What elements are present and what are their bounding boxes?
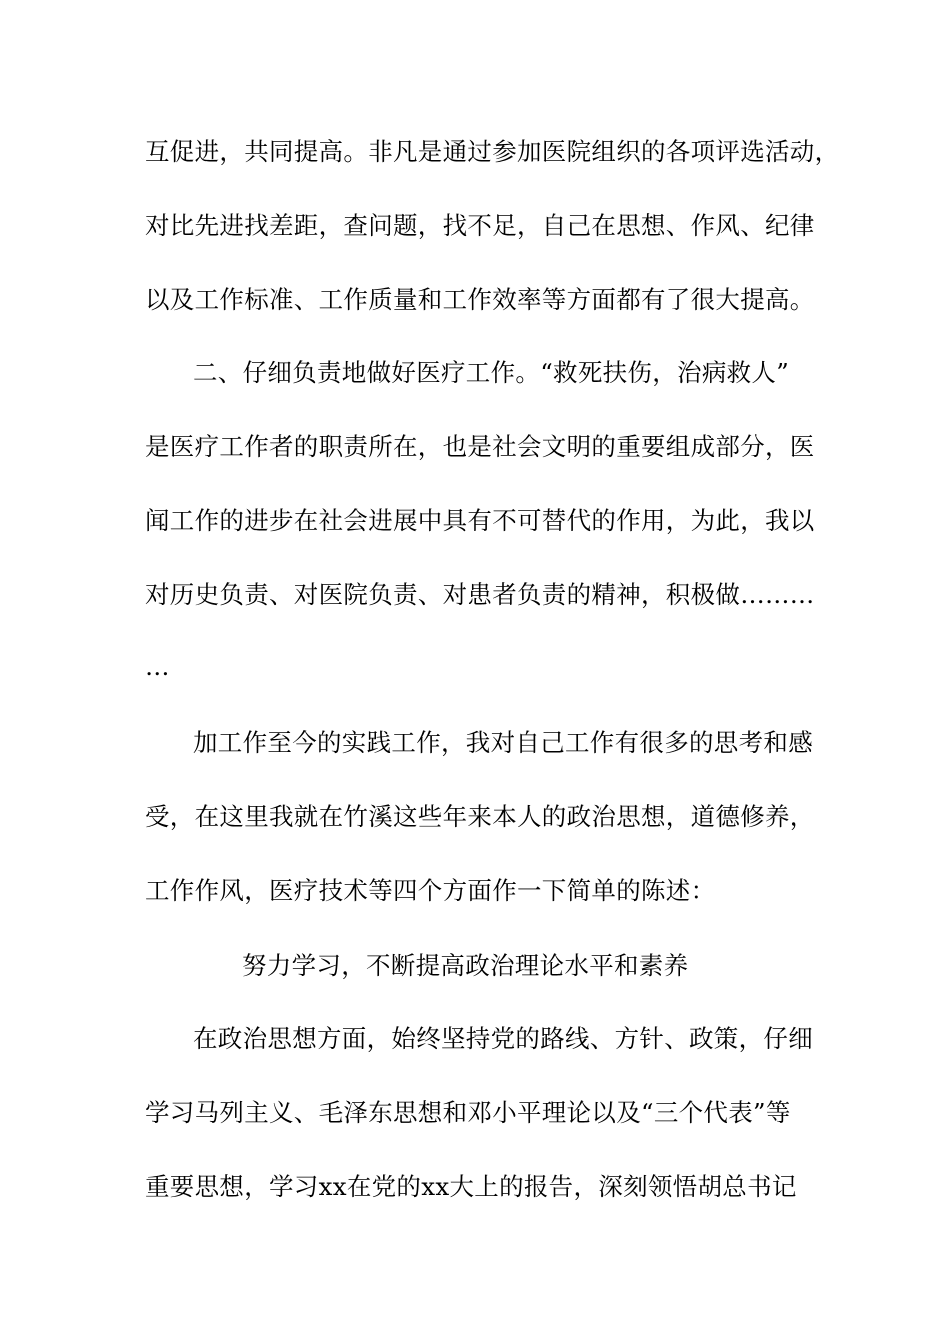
paragraph-line: 以及工作标准、工作质量和工作效率等方面都有了很大提高。	[145, 285, 815, 314]
paragraph-line: 在政治思想方面，始终坚持党的路线、方针、政策，仔细	[193, 1024, 813, 1053]
paragraph-line: 二、仔细负责地做好医疗工作。“救死扶伤，治病救人”	[193, 358, 790, 387]
paragraph-line: 互促进，共同提高。非凡是通过参加医院组织的各项评选活动，	[145, 137, 840, 166]
paragraph-line: …	[145, 652, 170, 681]
paragraph-line: 闻工作的进步在社会进展中具有不可替代的作用，为此，我以	[145, 506, 815, 535]
paragraph-line: 加工作至今的实践工作，我对自己工作有很多的思考和感	[193, 728, 813, 757]
paragraph-line: 对历史负责、对医院负责、对患者负责的精神，积极做………	[145, 580, 815, 609]
paragraph-line: 重要思想，学习xx在党的xx大上的报告，深刻领悟胡总书记	[145, 1172, 797, 1201]
paragraph-line: 工作作风，医疗技术等四个方面作一下简单的陈述：	[145, 876, 716, 905]
section-heading: 努力学习，不断提高政治理论水平和素养	[242, 951, 689, 980]
paragraph-line: 学习马列主义、毛泽东思想和邓小平理论以及“三个代表”等	[145, 1098, 791, 1127]
paragraph-line: 受，在这里我就在竹溪这些年来本人的政治思想，道德修养，	[145, 802, 815, 831]
paragraph-line: 是医疗工作者的职责所在，也是社会文明的重要组成部分，医	[145, 432, 815, 461]
paragraph-line: 对比先进找差距，查问题，找不足，自己在思想、作风、纪律	[145, 211, 815, 240]
